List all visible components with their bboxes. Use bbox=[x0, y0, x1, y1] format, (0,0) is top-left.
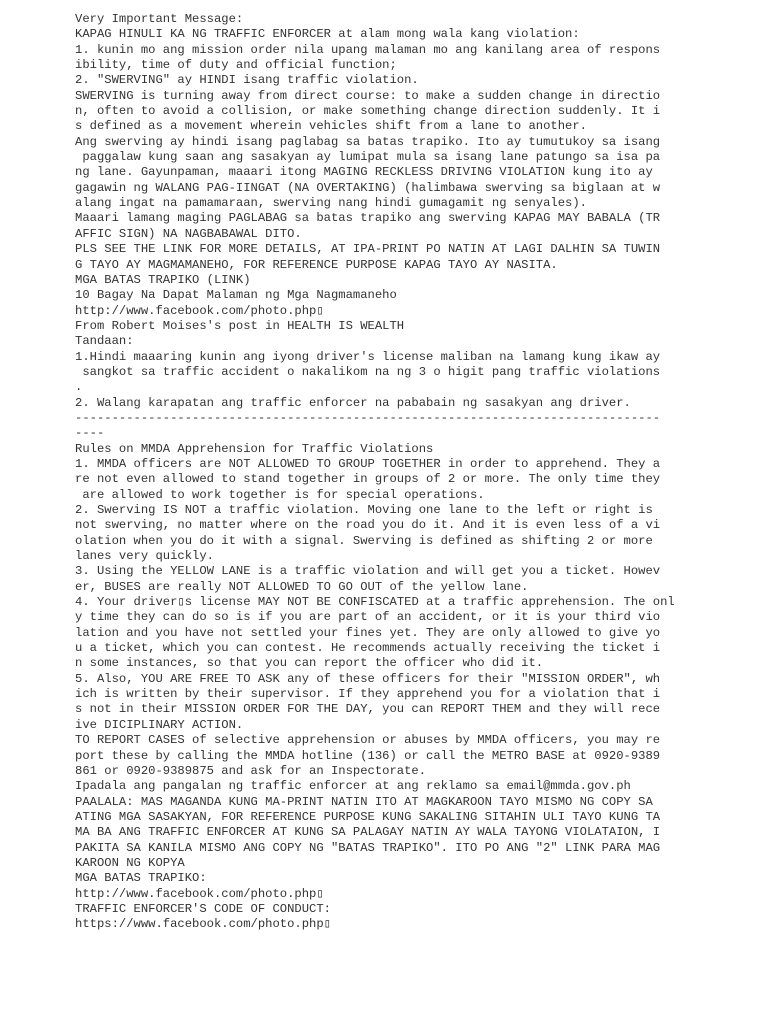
text-line: . bbox=[75, 380, 83, 395]
text-line: G TAYO AY MAGMAMANEHO, FOR REFERENCE PURPOSE KAPAG TAYO AY NASITA. bbox=[75, 257, 558, 272]
text-line: n some instances, so that you can report the officer who did it. bbox=[75, 656, 544, 671]
text-line: Maaari lamang maging PAGLABAG sa batas trapiko ang swerving KAPAG MAY BABALA (TR bbox=[75, 211, 661, 226]
text-line: gagawin ng WALANG PAG-IINGAT (NA OVERTAKING) (halimbawa swerving sa biglaan at w bbox=[75, 180, 661, 195]
text-line: Ang swerving ay hindi isang paglabag sa batas trapiko. Ito ay tumutukoy sa isang bbox=[75, 134, 661, 149]
text-line: 2. Swerving IS NOT a traffic violation. Moving one lane to the left or right is bbox=[75, 503, 653, 517]
text-line: 10 Bagay Na Dapat Malaman ng Mga Nagmamaneho bbox=[75, 288, 397, 303]
text-line: y time they can do so is if you are part of an accident, or it is your third vio bbox=[75, 610, 661, 625]
text-line: TRAFFIC ENFORCER'S CODE OF CONDUCT: bbox=[75, 901, 331, 916]
text-line: Ipadala ang pangalan ng traffic enforcer at ang reklamo sa email@mmda.gov.ph bbox=[75, 779, 631, 794]
text-line: 3. Using the YELLOW LANE is a traffic violation and will get you a ticket. Howev bbox=[75, 564, 661, 579]
text-line: re not even allowed to stand together in groups of 2 or more. The only time they bbox=[75, 472, 661, 487]
text-line: SWERVING is turning away from direct course: to make a sudden change in directio bbox=[75, 88, 661, 103]
text-line: TO REPORT CASES of selective apprehension or abuses by MMDA officers, you may re bbox=[75, 733, 661, 748]
text-line: ive DICIPLINARY ACTION. bbox=[75, 717, 244, 732]
text-line: are allowed to work together is for special operations. bbox=[75, 487, 485, 502]
text-line: olation when you do it with a signal. Swerving is defined as shifting 2 or more bbox=[75, 533, 653, 548]
text-line: 861 or 0920-9389875 and ask for an Inspectorate. bbox=[75, 763, 427, 778]
text-line: 1.Hindi maaaring kunin ang iyong driver's license maliban na lamang kung ikaw ay bbox=[75, 349, 661, 364]
text-line: AFFIC SIGN) NA NAGBABAWAL DITO. bbox=[75, 226, 302, 241]
text-line: port these by calling the MMDA hotline (136) or call the METRO BASE at 0920-9389 bbox=[75, 748, 661, 763]
text-line: 4. Your driver▯s license MAY NOT BE CONFISCATED at a traffic apprehension. The onl bbox=[75, 595, 675, 610]
text-line: lation and you have not settled your fines yet. They are only allowed to give yo bbox=[75, 625, 661, 640]
text-line: http://www.facebook.com/photo.php▯ bbox=[75, 303, 324, 318]
text-line: From Robert Moises's post in HEALTH IS WEALTH bbox=[75, 318, 405, 333]
text-line: MGA BATAS TRAPIKO (LINK) bbox=[75, 272, 251, 287]
text-line: sangkot sa traffic accident o nakalikom na ng 3 o higit pang traffic violations bbox=[75, 364, 661, 379]
text-line: ich is written by their supervisor. If they apprehend you for a violation that i bbox=[75, 687, 661, 702]
text-line: KAROON NG KOPYA bbox=[75, 855, 185, 870]
text-line: 2. "SWERVING" ay HINDI isang traffic violation. bbox=[75, 73, 419, 88]
text-line: alang ingat na pamamaraan, swerving nang hindi gumagamit ng senyales). bbox=[75, 196, 587, 211]
text-line: Tandaan: bbox=[75, 334, 134, 349]
text-line: u a ticket, which you can contest. He recommends actually receiving the ticket i bbox=[75, 641, 661, 656]
document-body bbox=[75, 12, 685, 933]
text-line: er, BUSES are really NOT ALLOWED TO GO OUT of the yellow lane. bbox=[75, 579, 529, 594]
text-line: Rules on MMDA Apprehension for Traffic Violations bbox=[75, 441, 434, 456]
text-line: KAPAG HINULI KA NG TRAFFIC ENFORCER at alam mong wala kang violation: bbox=[75, 27, 580, 42]
text-line: http://www.facebook.com/photo.php▯ bbox=[75, 886, 324, 901]
text-line: paggalaw kung saan ang sasakyan ay lumipat mula sa isang lane patungo sa isa pa bbox=[75, 150, 661, 165]
text-line: n, often to avoid a collision, or make something change direction suddenly. It i bbox=[75, 104, 661, 119]
text-line: 5. Also, YOU ARE FREE TO ASK any of these officers for their "MISSION ORDER", wh bbox=[75, 671, 661, 686]
text-line: s not in their MISSION ORDER FOR THE DAY, you can REPORT THEM and they will rece bbox=[75, 702, 661, 717]
text-line: ng lane. Gayunpaman, maaari itong MAGING RECKLESS DRIVING VIOLATION kung ito ay bbox=[75, 165, 653, 180]
text-line: not swerving, no matter where on the road you do it. And it is even less of a vi bbox=[75, 518, 661, 533]
text-line: -------------------------------------------------------------------------------- bbox=[75, 410, 661, 425]
text-line: PLS SEE THE LINK FOR MORE DETAILS, AT IPA-PRINT PO NATIN AT LAGI DALHIN SA TUWIN bbox=[75, 242, 661, 257]
text-line: s defined as a movement wherein vehicles shift from a lane to another. bbox=[75, 119, 587, 134]
text-line: 2. Walang karapatan ang traffic enforcer na pababain ng sasakyan ang driver. bbox=[75, 395, 631, 410]
text-line: PAALALA: MAS MAGANDA KUNG MA-PRINT NATIN ITO AT MAGKAROON TAYO MISMO NG COPY SA bbox=[75, 794, 653, 809]
text-line: ATING MGA SASAKYAN, FOR REFERENCE PURPOSE KUNG SAKALING SITAHIN ULI TAYO KUNG TA bbox=[75, 809, 661, 824]
text-line: 1. kunin mo ang mission order nila upang malaman mo ang kanilang area of respons bbox=[75, 42, 661, 57]
text-line: ibility, time of duty and official function; bbox=[75, 58, 397, 73]
text-line: 1. MMDA officers are NOT ALLOWED TO GROUP TOGETHER in order to apprehend. They a bbox=[75, 456, 661, 471]
text-line: MA BA ANG TRAFFIC ENFORCER AT KUNG SA PALAGAY NATIN AY WALA TAYONG VIOLATAION, I bbox=[75, 825, 661, 840]
text-line: ---- bbox=[75, 426, 105, 441]
text-line: PAKITA SA KANILA MISMO ANG COPY NG "BATAS TRAPIKO". ITO PO ANG "2" LINK PARA MAG bbox=[75, 840, 661, 855]
text-line: Very Important Message: bbox=[75, 12, 244, 26]
text-line: lanes very quickly. bbox=[75, 549, 214, 564]
text-line: MGA BATAS TRAPIKO: bbox=[75, 871, 207, 886]
text-line: https://www.facebook.com/photo.php▯ bbox=[75, 917, 332, 932]
